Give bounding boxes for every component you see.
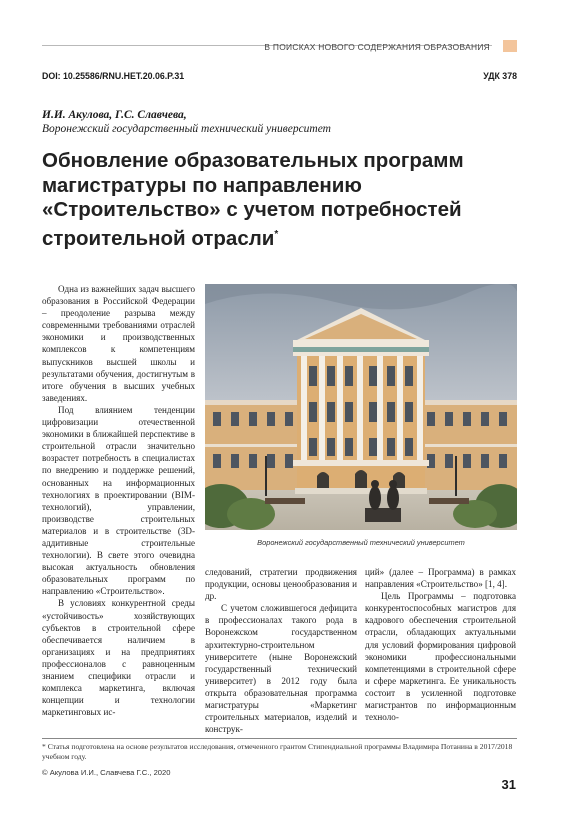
- doi: DOI: 10.25586/RNU.HET.20.06.P.31: [42, 71, 185, 81]
- paragraph: Одна из важнейших задач высшего образования в Российской Федерации – преодоление разрыва между современными требованиями отраслей экономики и производственных комплексов к компетенциям выпускников высшей школы и результатами обучения, достигнутым в итоге обучения в высших учебных заведениях.: [42, 284, 195, 403]
- running-header: В ПОИСКАХ НОВОГО СОДЕРЖАНИЯ ОБРАЗОВАНИЯ: [264, 42, 490, 52]
- affiliation: Воронежский государственный технический университет: [42, 123, 331, 135]
- footnote-rule: [42, 738, 517, 739]
- paragraph: Цель Программы – подготовка конкурентоспособных магистров для кадрового обеспечения строительной отрасли, обладающих актуальными для условий формирования цифровой экономики профессиональными компетенциями в строительной сфере и сфере маркетинга. Ее уникальность состоит в усиленной подготовке магистрантов по информационным техноло-: [365, 591, 516, 723]
- paragraph: ций» (далее – Программа) в рамках направления «Строительство» [1, 4].: [365, 567, 516, 590]
- footnote: * Статья подготовлена на основе результатов исследования, отмеченного грантом Стипендиальной программы Владимира Потанина в 2017/2018 учебном году.: [42, 742, 513, 761]
- body-column-3: [365, 566, 516, 723]
- copyright: © Акулова И.И., Славчева Г.С., 2020: [42, 768, 171, 777]
- paragraph: Под влиянием тенденции цифровизации отечественной экономики в ближайшей перспективе в строительной отрасли значительно возрастет потребность в специалистах по внедрению и поддержке решений, основанных на информационных технологиях в проектировании (BIM-технологий), управлении, производстве строительных материалов и в строительстве (3D-аддитивные строительные технологии). В свете этого очевидна высокая актуальность обновления образовательных программ по направлению «Строительство».: [42, 404, 195, 597]
- photo-caption: Воронежский государственный технический университет: [257, 538, 465, 547]
- body-column-1: [42, 283, 195, 718]
- paragraph: следований, стратегии продвижения продукции, основы ценообразования и др.: [205, 567, 357, 602]
- udk: УДК 378: [483, 71, 517, 81]
- body-column-2: [205, 566, 357, 735]
- page-number: 31: [501, 777, 516, 792]
- paragraph: С учетом сложившегося дефицита в профессионалах такого рода в Воронежском государственном архитектурно-строительном университете (ныне Воронежский государственный технический университет) в 2012 году была открыта образовательная программа магистратуры «Маркетинг строительных материалов, изделий и конструк-: [205, 603, 357, 735]
- title-text: Обновление образовательных программ магистратуры по направлению «Строительство» с учетом потребностей строительной отрасли: [42, 149, 464, 250]
- university-photo: [205, 284, 517, 530]
- header-accent-block: [503, 40, 517, 52]
- authors: И.И. Акулова, Г.С. Славчева,: [42, 109, 187, 121]
- title-footnote-mark: *: [274, 228, 279, 240]
- paragraph: В условиях конкурентной среды «устойчивость» хозяйствующих субъектов в строительной сфере обеспечивается наличием в организациях и на предприятиях профессионалов с равноценным знанием специфики отрасли и комплекса маркетинга, включая концепции и технологии маркетинговых ис-: [42, 598, 195, 718]
- article-title: [42, 149, 512, 251]
